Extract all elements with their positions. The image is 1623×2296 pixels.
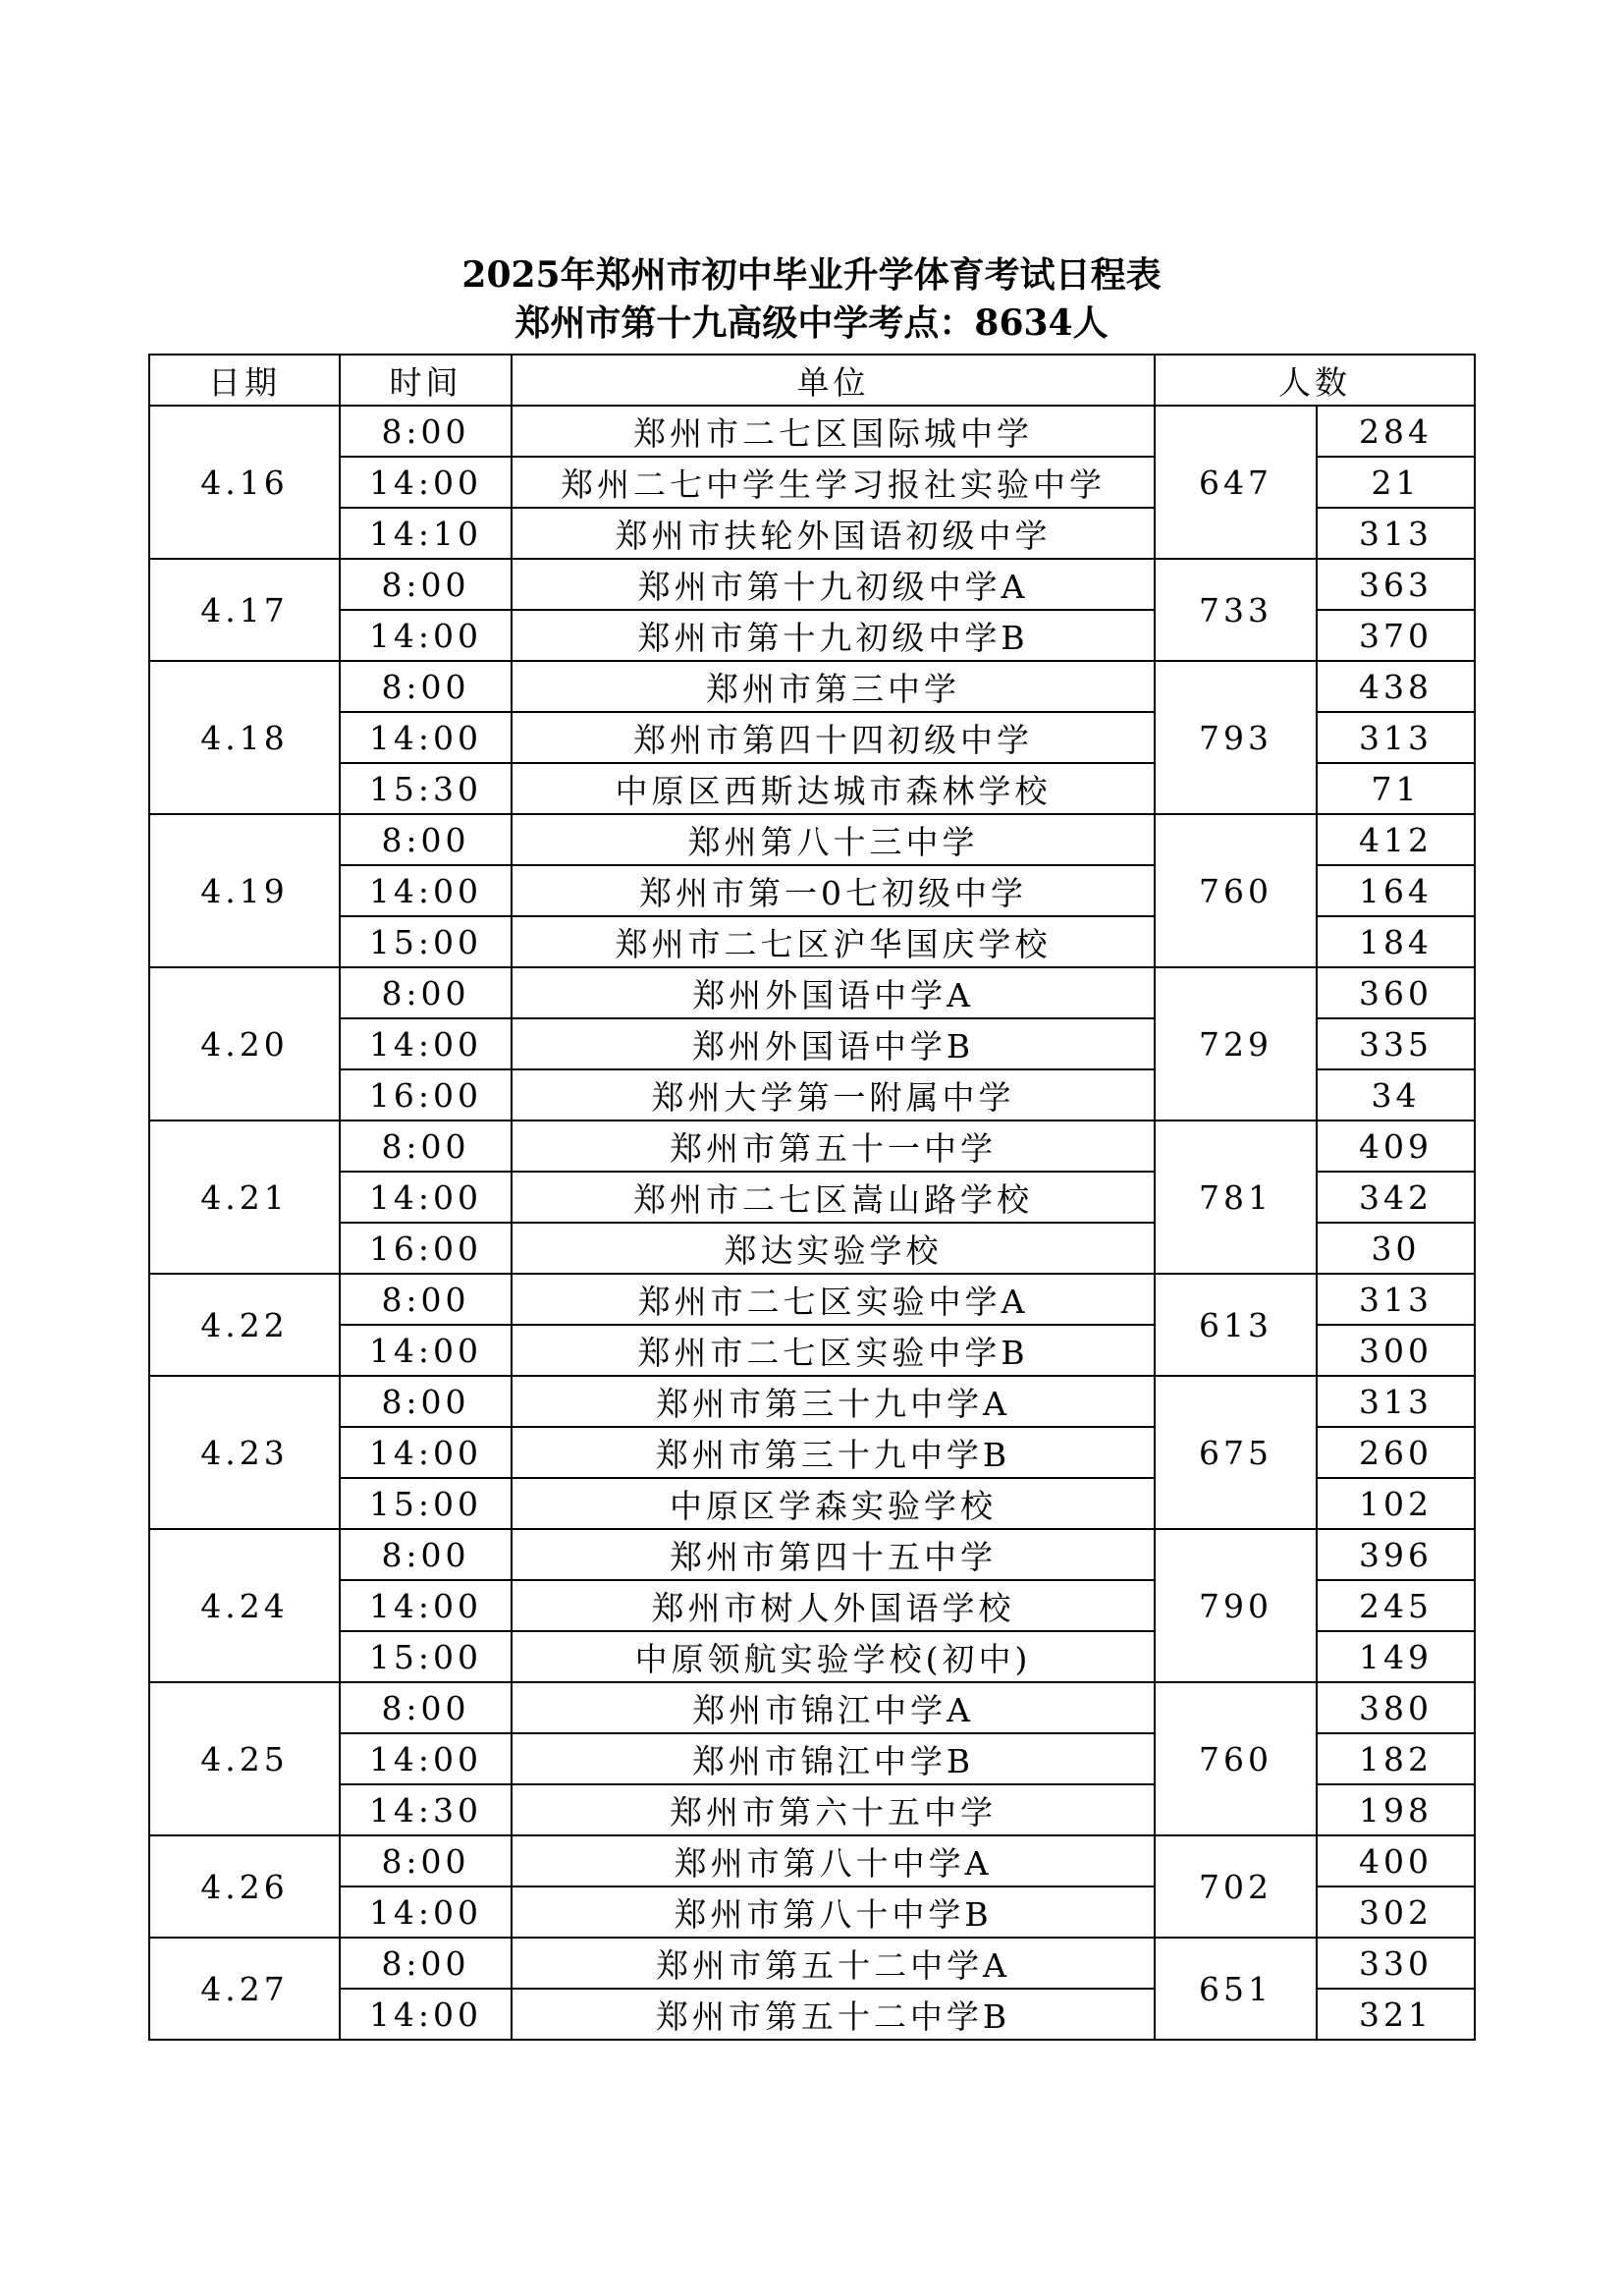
header-unit: 单位: [512, 355, 1155, 406]
count-cell: 182: [1317, 1733, 1475, 1784]
time-cell: 15:00: [340, 1631, 512, 1682]
count-cell: 380: [1317, 1682, 1475, 1733]
unit-cell: 郑州二七中学生学习报社实验中学: [512, 457, 1155, 508]
count-cell: 164: [1317, 865, 1475, 916]
date-cell: 4.27: [149, 1938, 340, 2040]
table-row: [149, 559, 1475, 610]
table-row: [149, 814, 1475, 865]
table-row: [149, 1376, 1475, 1427]
count-cell: 30: [1317, 1223, 1475, 1274]
unit-cell: 郑州市第六十五中学: [512, 1784, 1155, 1835]
count-cell: 342: [1317, 1172, 1475, 1223]
count-cell: 300: [1317, 1325, 1475, 1376]
table-row: [149, 967, 1475, 1018]
time-cell: 14:00: [340, 1172, 512, 1223]
count-cell: 330: [1317, 1938, 1475, 1989]
day-total-cell: 702: [1155, 1835, 1317, 1938]
day-total-cell: 733: [1155, 559, 1317, 661]
date-cell: 4.23: [149, 1376, 340, 1529]
count-cell: 34: [1317, 1069, 1475, 1121]
unit-cell: 郑州市二七区实验中学B: [512, 1325, 1155, 1376]
unit-cell: 郑达实验学校: [512, 1223, 1155, 1274]
day-total-cell: 651: [1155, 1938, 1317, 2040]
count-cell: 409: [1317, 1121, 1475, 1172]
time-cell: 14:30: [340, 1784, 512, 1835]
time-cell: 8:00: [340, 1682, 512, 1733]
date-cell: 4.19: [149, 814, 340, 967]
day-total-cell: 790: [1155, 1529, 1317, 1682]
count-cell: 198: [1317, 1784, 1475, 1835]
unit-cell: 郑州市第五十二中学B: [512, 1989, 1155, 2040]
time-cell: 16:00: [340, 1069, 512, 1121]
time-cell: 8:00: [340, 1376, 512, 1427]
time-cell: 8:00: [340, 406, 512, 457]
unit-cell: 郑州市第一0七初级中学: [512, 865, 1155, 916]
count-cell: 21: [1317, 457, 1475, 508]
unit-cell: 中原区西斯达城市森林学校: [512, 763, 1155, 814]
table-row: [149, 1274, 1475, 1325]
time-cell: 8:00: [340, 1938, 512, 1989]
day-total-cell: 760: [1155, 814, 1317, 967]
time-cell: 8:00: [340, 967, 512, 1018]
unit-cell: 郑州市扶轮外国语初级中学: [512, 508, 1155, 559]
count-cell: 370: [1317, 610, 1475, 661]
count-cell: 313: [1317, 712, 1475, 763]
day-total-cell: 647: [1155, 406, 1317, 559]
table-row: [149, 406, 1475, 457]
unit-cell: 郑州外国语中学A: [512, 967, 1155, 1018]
day-total-cell: 781: [1155, 1121, 1317, 1274]
unit-cell: 郑州市第五十一中学: [512, 1121, 1155, 1172]
unit-cell: 郑州市第十九初级中学B: [512, 610, 1155, 661]
unit-cell: 郑州市第四十五中学: [512, 1529, 1155, 1580]
document-subtitle: 郑州市第十九高级中学考点：8634人: [514, 302, 1109, 344]
unit-cell: 中原区学森实验学校: [512, 1478, 1155, 1529]
table-row: [149, 1938, 1475, 1989]
date-cell: 4.24: [149, 1529, 340, 1682]
count-cell: 284: [1317, 406, 1475, 457]
unit-cell: 郑州第八十三中学: [512, 814, 1155, 865]
document-title: 2025年郑州市初中毕业升学体育考试日程表: [461, 254, 1162, 296]
time-cell: 14:00: [340, 1580, 512, 1631]
schedule-body: [149, 406, 1475, 2040]
unit-cell: 郑州市第五十二中学A: [512, 1938, 1155, 1989]
date-cell: 4.18: [149, 661, 340, 814]
time-cell: 14:00: [340, 1018, 512, 1069]
header-date: 日期: [149, 355, 340, 406]
time-cell: 14:00: [340, 1989, 512, 2040]
time-cell: 16:00: [340, 1223, 512, 1274]
unit-cell: 郑州市二七区沪华国庆学校: [512, 916, 1155, 967]
time-cell: 8:00: [340, 559, 512, 610]
time-cell: 14:00: [340, 610, 512, 661]
date-cell: 4.25: [149, 1682, 340, 1835]
count-cell: 302: [1317, 1886, 1475, 1938]
count-cell: 360: [1317, 967, 1475, 1018]
count-cell: 71: [1317, 763, 1475, 814]
time-cell: 15:00: [340, 1478, 512, 1529]
date-cell: 4.26: [149, 1835, 340, 1938]
count-cell: 245: [1317, 1580, 1475, 1631]
unit-cell: 郑州市第八十中学A: [512, 1835, 1155, 1886]
table-row: [149, 1529, 1475, 1580]
day-total-cell: 760: [1155, 1682, 1317, 1835]
time-cell: 8:00: [340, 1529, 512, 1580]
table-row: [149, 1121, 1475, 1172]
time-cell: 14:00: [340, 1886, 512, 1938]
time-cell: 8:00: [340, 661, 512, 712]
unit-cell: 郑州外国语中学B: [512, 1018, 1155, 1069]
count-cell: 321: [1317, 1989, 1475, 2040]
unit-cell: 郑州市二七区实验中学A: [512, 1274, 1155, 1325]
date-cell: 4.21: [149, 1121, 340, 1274]
time-cell: 14:00: [340, 865, 512, 916]
time-cell: 15:00: [340, 916, 512, 967]
count-cell: 313: [1317, 508, 1475, 559]
table-row: [149, 1682, 1475, 1733]
time-cell: 14:00: [340, 1733, 512, 1784]
header-time: 时间: [340, 355, 512, 406]
unit-cell: 郑州市锦江中学B: [512, 1733, 1155, 1784]
unit-cell: 郑州大学第一附属中学: [512, 1069, 1155, 1121]
count-cell: 412: [1317, 814, 1475, 865]
unit-cell: 郑州市二七区嵩山路学校: [512, 1172, 1155, 1223]
day-total-cell: 729: [1155, 967, 1317, 1121]
count-cell: 400: [1317, 1835, 1475, 1886]
day-total-cell: 675: [1155, 1376, 1317, 1529]
time-cell: 8:00: [340, 1274, 512, 1325]
unit-cell: 郑州市锦江中学A: [512, 1682, 1155, 1733]
date-cell: 4.22: [149, 1274, 340, 1376]
time-cell: 14:00: [340, 457, 512, 508]
unit-cell: 郑州市二七区国际城中学: [512, 406, 1155, 457]
time-cell: 14:00: [340, 1427, 512, 1478]
unit-cell: 郑州市第三十九中学B: [512, 1427, 1155, 1478]
header-row: [149, 355, 1475, 406]
date-cell: 4.17: [149, 559, 340, 661]
unit-cell: 郑州市第八十中学B: [512, 1886, 1155, 1938]
day-total-cell: 793: [1155, 661, 1317, 814]
unit-cell: 郑州市第四十四初级中学: [512, 712, 1155, 763]
time-cell: 8:00: [340, 1121, 512, 1172]
unit-cell: 中原领航实验学校(初中): [512, 1631, 1155, 1682]
unit-cell: 郑州市第三中学: [512, 661, 1155, 712]
count-cell: 313: [1317, 1376, 1475, 1427]
count-cell: 260: [1317, 1427, 1475, 1478]
table-row: [149, 1835, 1475, 1886]
count-cell: 102: [1317, 1478, 1475, 1529]
schedule-table: [148, 354, 1476, 2041]
date-cell: 4.20: [149, 967, 340, 1121]
unit-cell: 郑州市树人外国语学校: [512, 1580, 1155, 1631]
count-cell: 184: [1317, 916, 1475, 967]
date-cell: 4.16: [149, 406, 340, 559]
time-cell: 14:00: [340, 712, 512, 763]
day-total-cell: 613: [1155, 1274, 1317, 1376]
time-cell: 8:00: [340, 1835, 512, 1886]
count-cell: 438: [1317, 661, 1475, 712]
table-row: [149, 661, 1475, 712]
count-cell: 149: [1317, 1631, 1475, 1682]
time-cell: 15:30: [340, 763, 512, 814]
time-cell: 14:00: [340, 1325, 512, 1376]
time-cell: 14:10: [340, 508, 512, 559]
count-cell: 363: [1317, 559, 1475, 610]
time-cell: 8:00: [340, 814, 512, 865]
unit-cell: 郑州市第三十九中学A: [512, 1376, 1155, 1427]
unit-cell: 郑州市第十九初级中学A: [512, 559, 1155, 610]
header-people: 人数: [1155, 355, 1475, 406]
count-cell: 313: [1317, 1274, 1475, 1325]
count-cell: 335: [1317, 1018, 1475, 1069]
count-cell: 396: [1317, 1529, 1475, 1580]
